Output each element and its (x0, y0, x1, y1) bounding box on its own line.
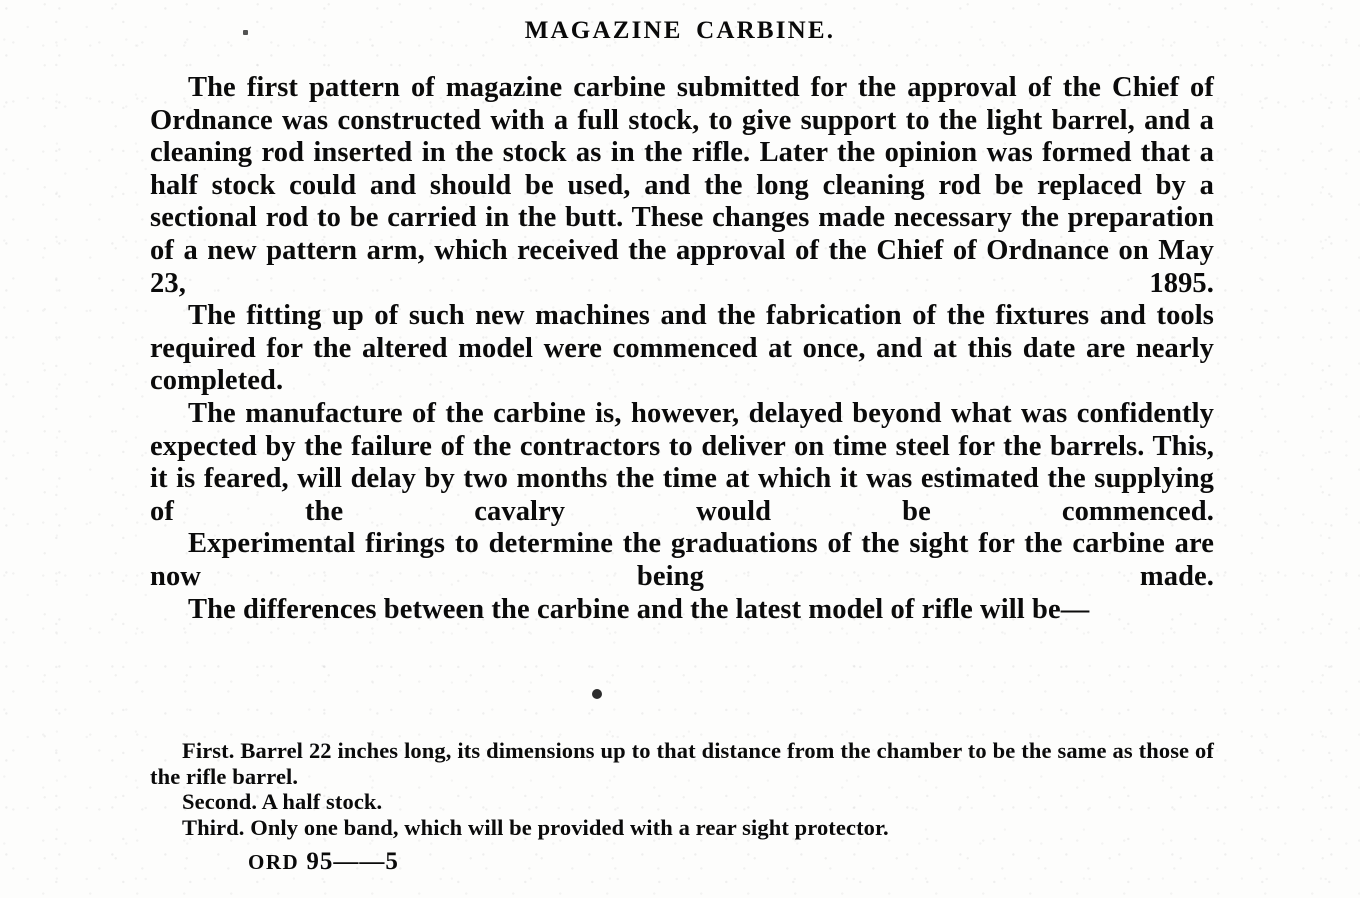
paragraph: The differences between the carbine and the latest model of rifle will be— (188, 593, 1090, 625)
paragraph: The manufacture of the carbine is, however, delayed beyond what was confidently expected by the failure of the contractors to deliver on time steel for the barrels. This, it is feared, will delay by two months the time at which it was estimated the supplying of the cavalry would be commenced. (150, 397, 1214, 527)
paragraph: The first pattern of magazine carbine submitted for the approval of the Chief of Ordnance was constructed with a full stock, to give support to the light barrel, and a cleaning rod inserted in the stock as in the rifle. Later the opinion was formed that a half stock could and should be used, and the long cleaning rod be replaced by a sectional rod to be carried in the butt. These changes made necessary the preparation of a new pattern arm, which received the approval of the Chief of Ordnance on May 23, 1895. (150, 72, 1214, 299)
signature-number: 95 (306, 848, 334, 875)
paragraph: The fitting up of such new machines and the fabrication of the fixtures and tools required for the altered model were commenced at once, and at this date are nearly completed. (150, 300, 1214, 397)
list-item: Second. A half stock. (182, 789, 383, 815)
page-running-head: MAGAZINE CARBINE. (524, 17, 836, 44)
list-item: Third. Only one band, which will be provided with a rear sight protector. (182, 814, 889, 840)
paragraph: Experimental firings to determine the graduations of the sight for the carbine are now being made. (150, 528, 1214, 592)
signature-sheet: 5 (385, 848, 399, 875)
ink-blot-artifact (592, 689, 602, 699)
signature-prefix: ORD (248, 850, 300, 874)
list-item: First. Barrel 22 inches long, its dimensions up to that distance from the chamber to be the same as those of the rifle barrel. (150, 738, 1214, 789)
press-signature-mark (248, 848, 399, 876)
signature-rule: —— (333, 848, 386, 875)
enumerated-differences-list (150, 738, 1214, 840)
body-text-column (150, 72, 1214, 626)
